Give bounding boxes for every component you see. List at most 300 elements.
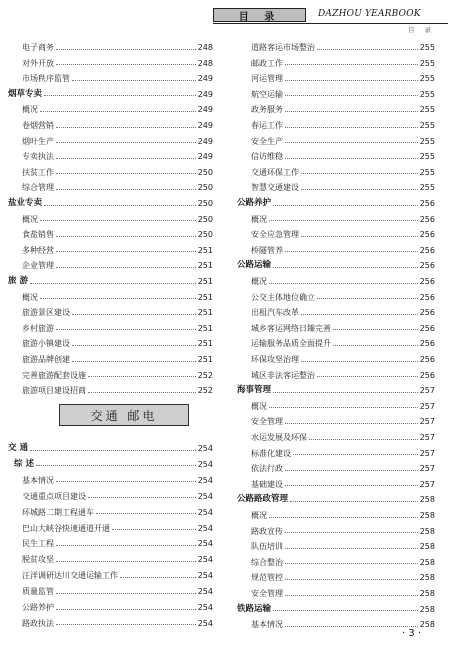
- toc-leader-dots: [285, 532, 418, 533]
- toc-leader-dots: [285, 485, 418, 486]
- toc-leader-dots: [56, 49, 196, 50]
- toc-section-entry: [237, 196, 435, 211]
- toc-entry: [237, 40, 435, 55]
- toc-leader-dots: [301, 189, 418, 190]
- toc-entry-page: 255: [419, 152, 435, 162]
- toc-entry: [237, 87, 435, 102]
- toc-entry-title: 旅游小镇建设: [22, 339, 70, 349]
- toc-leader-dots: [285, 251, 418, 252]
- toc-entry-title: 航空运输: [251, 89, 283, 99]
- toc-entry-title: 综合管理: [22, 183, 54, 193]
- toc-entry-title: 烟叶生产: [22, 136, 54, 146]
- toc-entry-page: 258: [419, 573, 435, 583]
- toc-entry: [8, 71, 213, 86]
- toc-entry-title: 环城路二期工程通车: [22, 507, 94, 517]
- toc-leader-dots: [56, 64, 196, 65]
- toc-entry-title: 民生工程: [22, 539, 54, 549]
- toc-leader-dots: [333, 345, 418, 346]
- toc-entry-page: 256: [419, 292, 435, 302]
- toc-leader-dots: [44, 205, 196, 206]
- toc-entry: [237, 446, 435, 461]
- header-english-title: DAZHOU YEARBOOK: [318, 9, 421, 19]
- toc-entry-page: 254: [197, 555, 213, 565]
- page-number: · 3 ·: [402, 628, 422, 639]
- toc-entry-title: 安全管理: [251, 589, 283, 598]
- toc-entry-title: 综合整治: [251, 557, 283, 567]
- toc-entry: [8, 134, 213, 149]
- toc-leader-dots: [285, 64, 418, 65]
- toc-section-entry: [237, 602, 435, 617]
- toc-entry: [8, 383, 213, 398]
- toc-entry-title: 春运工作: [251, 121, 283, 130]
- toc-entry-page: 254: [197, 523, 213, 533]
- toc-entry-title: 公路运输: [237, 260, 272, 271]
- toc-leader-dots: [285, 595, 418, 596]
- toc-section-entry: [237, 258, 435, 273]
- toc-entry-page: 255: [419, 183, 435, 193]
- toc-entry-title: 标准化建设: [251, 448, 291, 458]
- toc-entry-page: 258: [419, 495, 435, 505]
- toc-entry-title: 基础建设: [251, 479, 283, 489]
- toc-entry-page: 254: [197, 475, 213, 485]
- toc-entry-page: 254: [197, 491, 213, 501]
- toc-entry: [8, 505, 213, 520]
- toc-entry-page: 249: [197, 136, 213, 146]
- toc-entry: [8, 616, 213, 631]
- toc-entry-title: 多种经营: [22, 245, 54, 255]
- toc-entry-title: 安全管理: [251, 417, 283, 427]
- toc-entry-title: 概况: [22, 214, 38, 224]
- toc-entry-title: 铁路运输: [237, 603, 272, 614]
- toc-entry: [237, 570, 435, 585]
- section-heading-box: [59, 404, 189, 426]
- toc-entry-title: 脱贫攻坚: [22, 555, 54, 565]
- toc-leader-dots: [56, 127, 196, 128]
- toc-leader-dots: [88, 392, 196, 393]
- header-title: 目 录: [238, 12, 281, 23]
- toc-entry-title: 专卖执法: [22, 152, 54, 162]
- toc-entry-page: 251: [197, 323, 213, 333]
- toc-entry-title: 概况: [251, 401, 267, 411]
- toc-entry-title: 城乡客运网络日臻完善: [251, 323, 331, 333]
- toc-entry-page: 254: [197, 571, 213, 581]
- toc-entry: [237, 212, 435, 227]
- toc-entry: [8, 180, 213, 195]
- toc-entry-page: 256: [419, 355, 435, 364]
- toc-entry-page: 254: [197, 603, 213, 612]
- toc-entry-title: 环保攻坚治理: [251, 355, 299, 364]
- toc-entry-page: 257: [419, 448, 435, 458]
- toc-entry: [237, 71, 435, 86]
- toc-entry: [8, 243, 213, 258]
- header-subtitle: 目 录: [408, 26, 436, 34]
- toc-entry-page: 257: [419, 464, 435, 474]
- toc-entry-title: 旅游项目建设招商: [22, 386, 86, 396]
- toc-entry: [8, 552, 213, 567]
- toc-entry: [8, 568, 213, 583]
- toc-entry-title: 信访维稳: [251, 152, 283, 162]
- toc-entry: [237, 399, 435, 414]
- toc-entry-page: 255: [419, 58, 435, 68]
- toc-entry-title: 食盐销售: [22, 230, 54, 240]
- toc-entry-page: 250: [197, 183, 213, 193]
- toc-entry-page: 255: [419, 105, 435, 115]
- toc-entry-page: 255: [419, 43, 435, 52]
- toc-entry-title: 智慧交通建设: [251, 183, 299, 193]
- toc-entry-page: 251: [197, 261, 213, 271]
- toc-entry-page: 255: [419, 89, 435, 99]
- toc-entry-page: 255: [419, 136, 435, 146]
- toc-entry-title: 队伍培训: [251, 542, 283, 552]
- toc-entry-page: 251: [197, 339, 213, 349]
- toc-entry-page: 256: [419, 308, 435, 318]
- toc-entry: [8, 473, 213, 488]
- toc-entry-page: 249: [197, 74, 213, 84]
- toc-entry-page: 254: [197, 459, 213, 469]
- toc-leader-dots: [273, 267, 418, 268]
- toc-leader-dots: [285, 80, 418, 81]
- toc-entry-page: 256: [419, 323, 435, 333]
- toc-entry-page: 258: [419, 589, 435, 598]
- toc-leader-dots: [56, 609, 196, 610]
- toc-entry-title: 基本情况: [22, 475, 54, 485]
- toc-entry: [237, 274, 435, 289]
- toc-section-entry: [8, 87, 213, 102]
- toc-entry: [237, 56, 435, 71]
- toc-entry-page: 256: [419, 245, 435, 255]
- toc-entry: [237, 165, 435, 180]
- toc-entry-page: 254: [197, 587, 213, 597]
- toc-entry-page: 254: [197, 618, 213, 628]
- toc-entry: [237, 368, 435, 383]
- toc-entry-page: 250: [197, 230, 213, 240]
- toc-entry-title: 道路客运市场整治: [251, 43, 315, 52]
- toc-entry: [8, 321, 213, 336]
- toc-leader-dots: [273, 610, 418, 611]
- toc-entry-title: 盐业专卖: [8, 198, 43, 208]
- toc-leader-dots: [317, 298, 418, 299]
- toc-entry-page: 251: [197, 277, 213, 286]
- toc-entry-title: 企业管理: [22, 261, 54, 271]
- toc-entry-page: 251: [197, 355, 213, 364]
- toc-entry-page: 249: [197, 105, 213, 115]
- toc-entry: [237, 524, 435, 539]
- toc-entry: [8, 149, 213, 164]
- toc-entry-title: 公交主体地位确立: [251, 292, 315, 302]
- toc-entry: [237, 180, 435, 195]
- section-heading: 交通 邮电: [90, 408, 158, 423]
- toc-entry-page: 250: [197, 214, 213, 224]
- toc-entry-page: 251: [197, 308, 213, 318]
- header-rule: [213, 23, 448, 24]
- toc-leader-dots: [317, 49, 418, 50]
- toc-leader-dots: [112, 529, 196, 530]
- toc-entry-title: 政务服务: [251, 105, 283, 115]
- toc-leader-dots: [56, 189, 196, 190]
- toc-entry: [8, 584, 213, 599]
- toc-entry-title: 概况: [22, 292, 38, 302]
- toc-leader-dots: [301, 236, 418, 237]
- toc-leader-dots: [88, 376, 196, 377]
- toc-leader-dots: [285, 158, 418, 159]
- toc-entry-page: 258: [419, 526, 435, 536]
- toc-entry: [237, 336, 435, 351]
- toc-entry-page: 254: [197, 539, 213, 549]
- toc-entry-title: 概况: [251, 214, 267, 224]
- toc-entry-page: 256: [419, 277, 435, 286]
- toc-entry-page: 255: [419, 74, 435, 84]
- toc-entry: [237, 352, 435, 367]
- toc-entry-title: 质量监管: [22, 587, 54, 597]
- toc-entry-title: 扶贫工作: [22, 167, 54, 177]
- toc-entry-title: 海事管理: [237, 385, 272, 396]
- toc-leader-dots: [36, 465, 196, 466]
- toc-leader-dots: [333, 329, 418, 330]
- toc-entry: [8, 489, 213, 504]
- toc-entry-page: 256: [419, 370, 435, 380]
- toc-entry: [8, 521, 213, 536]
- toc-leader-dots: [269, 407, 418, 408]
- toc-entry-page: 249: [197, 152, 213, 162]
- toc-entry-title: 完善旅游配套设施: [22, 370, 86, 380]
- toc-leader-dots: [285, 111, 418, 112]
- toc-entry-title: 运输服务品质全面提升: [251, 339, 331, 349]
- toc-entry-title: 安全生产: [251, 136, 283, 146]
- toc-entry-page: 249: [197, 121, 213, 130]
- toc-leader-dots: [56, 561, 196, 562]
- toc-entry-title: 公路路政管理: [237, 494, 289, 505]
- toc-leader-dots: [40, 111, 196, 112]
- toc-entry-title: 汪洋调研达川交通运输工作: [22, 571, 118, 581]
- toc-leader-dots: [72, 314, 196, 315]
- toc-entry-title: 公路养护: [22, 603, 54, 612]
- toc-entry-title: 综 述: [14, 458, 34, 469]
- toc-entry-title: 路政执法: [22, 618, 54, 628]
- toc-entry-title: 路政宣传: [251, 526, 283, 536]
- toc-leader-dots: [88, 497, 196, 498]
- toc-entry-title: 旅 游: [8, 276, 28, 286]
- toc-entry: [8, 336, 213, 351]
- toc-entry-page: 257: [419, 401, 435, 411]
- toc-entry-title: 交通重点项目建设: [22, 491, 86, 501]
- toc-entry-page: 258: [419, 604, 435, 614]
- toc-leader-dots: [56, 142, 196, 143]
- toc-entry-title: 基本情况: [251, 620, 283, 630]
- toc-leader-dots: [96, 513, 196, 514]
- toc-entry-page: 257: [419, 479, 435, 489]
- toc-entry: [237, 243, 435, 258]
- toc-entry-page: 258: [419, 557, 435, 567]
- toc-entry: [237, 539, 435, 554]
- toc-entry-page: 256: [419, 199, 435, 208]
- toc-entry-page: 258: [419, 511, 435, 520]
- toc-leader-dots: [269, 283, 418, 284]
- toc-entry: [8, 305, 213, 320]
- toc-entry-title: 水运发展及环保: [251, 433, 307, 442]
- toc-entry-page: 255: [419, 121, 435, 130]
- toc-entry-page: 251: [197, 245, 213, 255]
- toc-leader-dots: [40, 298, 196, 299]
- toc-leader-dots: [269, 220, 418, 221]
- toc-entry-title: 桥隧管养: [251, 245, 283, 255]
- toc-entry: [8, 212, 213, 227]
- toc-entry: [8, 40, 213, 55]
- toc-entry-page: 251: [197, 292, 213, 302]
- toc-entry-title: 对外开放: [22, 58, 54, 68]
- toc-entry-title: 河运管理: [251, 74, 283, 84]
- toc-leader-dots: [56, 173, 196, 174]
- toc-leader-dots: [269, 517, 418, 518]
- toc-entry-title: 电子商务: [22, 43, 54, 52]
- toc-entry-title: 概况: [22, 105, 38, 115]
- toc-entry: [8, 600, 213, 615]
- toc-entry: [237, 227, 435, 242]
- toc-leader-dots: [56, 267, 196, 268]
- toc-leader-dots: [44, 95, 196, 96]
- toc-entry: [237, 555, 435, 570]
- toc-entry-title: 市场秩序监管: [22, 74, 70, 84]
- toc-leader-dots: [30, 450, 196, 451]
- toc-entry-page: 256: [419, 339, 435, 349]
- toc-entry-page: 257: [419, 433, 435, 442]
- toc-entry: [8, 258, 213, 273]
- toc-entry-title: 交通环保工作: [251, 167, 299, 177]
- toc-entry: [8, 536, 213, 551]
- toc-entry: [8, 290, 213, 305]
- toc-entry-page: 252: [197, 386, 213, 396]
- toc-entry-page: 256: [419, 214, 435, 224]
- toc-left-top: [8, 40, 213, 396]
- toc-entry-page: 257: [419, 417, 435, 427]
- toc-entry-page: 250: [197, 167, 213, 177]
- toc-leader-dots: [285, 548, 418, 549]
- toc-entry-page: 255: [419, 167, 435, 177]
- toc-entry-page: 249: [197, 89, 213, 99]
- toc-leader-dots: [285, 142, 418, 143]
- toc-leader-dots: [301, 173, 418, 174]
- toc-entry: [237, 461, 435, 476]
- header-title-box: [213, 8, 306, 22]
- toc-leader-dots: [56, 236, 196, 237]
- toc-leader-dots: [317, 376, 418, 377]
- toc-entry-page: 248: [197, 43, 213, 52]
- toc-leader-dots: [56, 158, 196, 159]
- toc-leader-dots: [285, 626, 418, 627]
- toc-entry: [237, 134, 435, 149]
- toc-right: [237, 40, 435, 630]
- toc-entry-page: 257: [419, 386, 435, 396]
- toc-leader-dots: [285, 95, 418, 96]
- toc-entry-title: 概况: [251, 511, 267, 520]
- toc-entry-page: 248: [197, 58, 213, 68]
- toc-leader-dots: [56, 481, 196, 482]
- toc-section-entry: [8, 457, 213, 472]
- toc-entry-page: 254: [197, 444, 213, 453]
- toc-leader-dots: [273, 392, 418, 393]
- toc-entry: [237, 414, 435, 429]
- toc-entry: [237, 508, 435, 523]
- toc-entry: [8, 118, 213, 133]
- toc-entry: [237, 477, 435, 492]
- toc-leader-dots: [72, 361, 196, 362]
- toc-leader-dots: [285, 423, 418, 424]
- toc-leader-dots: [309, 439, 418, 440]
- toc-entry: [237, 118, 435, 133]
- toc-leader-dots: [290, 501, 418, 502]
- toc-entry: [237, 430, 435, 445]
- toc-leader-dots: [273, 205, 418, 206]
- toc-entry-title: 依法行政: [251, 464, 283, 474]
- toc-entry-page: 258: [419, 620, 435, 630]
- toc-section-entry: [8, 274, 213, 289]
- toc-leader-dots: [301, 361, 418, 362]
- toc-entry-page: 252: [197, 370, 213, 380]
- toc-entry-page: 256: [419, 261, 435, 271]
- toc-entry: [237, 586, 435, 601]
- toc-entry: [8, 56, 213, 71]
- toc-entry-title: 规范管控: [251, 573, 283, 583]
- toc-leader-dots: [56, 329, 196, 330]
- toc-entry-title: 烟草专卖: [8, 88, 43, 99]
- toc-leader-dots: [285, 563, 418, 564]
- toc-entry-title: 交 通: [8, 443, 28, 453]
- toc-leader-dots: [30, 283, 196, 284]
- toc-leader-dots: [285, 579, 418, 580]
- toc-entry-title: 巴山大峡谷快速通道开通: [22, 523, 110, 533]
- toc-leader-dots: [72, 345, 196, 346]
- toc-leader-dots: [56, 545, 196, 546]
- toc-entry-page: 250: [197, 199, 213, 208]
- toc-leader-dots: [40, 220, 196, 221]
- toc-entry: [237, 305, 435, 320]
- toc-section-entry: [8, 196, 213, 211]
- toc-entry-title: 概况: [251, 277, 267, 286]
- toc-entry-page: 256: [419, 230, 435, 240]
- toc-leader-dots: [120, 577, 196, 578]
- toc-leader-dots: [301, 314, 418, 315]
- toc-entry: [8, 165, 213, 180]
- toc-entry-title: 旅游品牌创建: [22, 355, 70, 364]
- toc-entry: [237, 149, 435, 164]
- toc-leader-dots: [285, 470, 418, 471]
- toc-leader-dots: [293, 454, 418, 455]
- toc-entry: [237, 102, 435, 117]
- toc-entry-title: 乡村旅游: [22, 323, 54, 333]
- toc-section-entry: [237, 492, 435, 507]
- toc-entry-title: 公路养护: [237, 198, 272, 208]
- toc-leader-dots: [72, 80, 196, 81]
- toc-leader-dots: [56, 251, 196, 252]
- toc-entry-title: 卷烟营销: [22, 121, 54, 130]
- toc-entry: [237, 321, 435, 336]
- toc-entry-title: 出租汽车改革: [251, 308, 299, 318]
- toc-left-bottom: [8, 441, 213, 626]
- toc-leader-dots: [285, 127, 418, 128]
- toc-entry-title: 城区非法客运整治: [251, 370, 315, 380]
- toc-entry-page: 258: [419, 542, 435, 552]
- toc-section-entry: [8, 441, 213, 456]
- toc-entry: [8, 227, 213, 242]
- toc-entry-title: 邮政工作: [251, 58, 283, 68]
- toc-leader-dots: [56, 593, 196, 594]
- toc-entry: [8, 102, 213, 117]
- toc-section-entry: [237, 383, 435, 398]
- toc-entry-title: 旅游景区建设: [22, 308, 70, 318]
- toc-entry: [8, 352, 213, 367]
- toc-entry: [237, 290, 435, 305]
- toc-leader-dots: [56, 624, 196, 625]
- toc-entry: [8, 368, 213, 383]
